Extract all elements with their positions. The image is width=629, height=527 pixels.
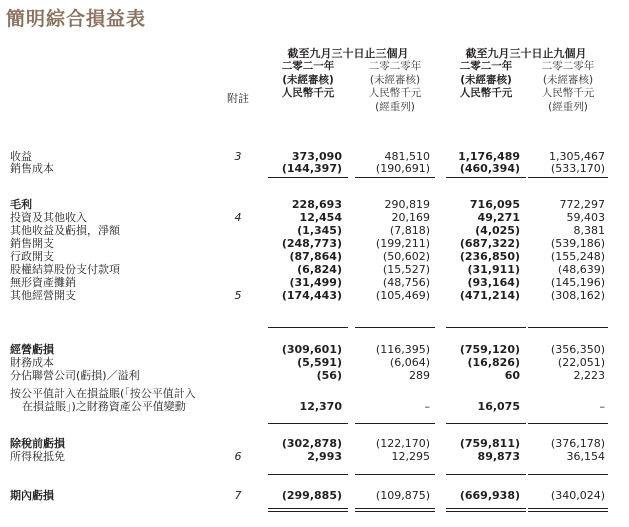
subtotal-rule xyxy=(268,177,348,178)
row-value: 228,693 xyxy=(291,198,342,211)
row-value: 716,095 xyxy=(469,198,520,211)
row-note: 5 xyxy=(234,289,242,302)
row-value: 12,370 xyxy=(299,400,342,413)
row-value: 89,873 xyxy=(477,450,520,463)
row-value: (50,602) xyxy=(382,250,430,263)
subtotal-rule xyxy=(528,327,608,328)
row-value: (144,397) xyxy=(281,162,342,175)
subtotal-rule xyxy=(268,423,348,424)
row-value: 481,510 xyxy=(384,150,430,163)
row-value: 373,090 xyxy=(291,150,342,163)
row-value: 8,381 xyxy=(573,224,605,237)
row-value: 49,271 xyxy=(477,211,520,224)
row-value: 20,169 xyxy=(391,211,430,224)
subtotal-rule xyxy=(268,474,348,475)
row-value: 290,819 xyxy=(384,198,430,211)
table-row xyxy=(0,400,629,413)
note-column-header: 附註 xyxy=(227,92,249,105)
row-label: 其他經營開支 xyxy=(10,289,76,302)
row-value: (376,178) xyxy=(550,437,605,450)
row-value: (533,170) xyxy=(550,162,605,175)
row-value: (105,469) xyxy=(375,289,430,302)
row-value: (93,164) xyxy=(467,276,520,289)
row-value: (116,395) xyxy=(375,343,430,356)
table-row xyxy=(0,450,629,463)
row-value: 36,154 xyxy=(566,450,605,463)
row-value: (31,499) xyxy=(289,276,342,289)
subtotal-rule xyxy=(446,474,526,475)
row-value: (109,875) xyxy=(375,489,430,502)
row-label: 按公平值計入在損益賬(「按公平值計入 xyxy=(10,387,196,400)
row-value: (356,350) xyxy=(550,343,605,356)
table-row xyxy=(0,437,629,450)
row-value: 2,993 xyxy=(307,450,342,463)
row-value: (340,024) xyxy=(550,489,605,502)
row-value: (6,064) xyxy=(389,356,430,369)
row-value: (460,394) xyxy=(459,162,520,175)
row-value: (6,824) xyxy=(297,263,342,276)
table-row xyxy=(0,356,629,369)
table-row xyxy=(0,250,629,263)
table-row xyxy=(0,237,629,250)
row-label: 股權結算股份支付款項 xyxy=(10,263,120,276)
row-label: 其他收益及虧損，淨額 xyxy=(10,224,120,237)
row-value: (236,850) xyxy=(459,250,520,263)
table-row xyxy=(0,162,629,175)
subtotal-rule xyxy=(355,423,435,424)
row-value: (56) xyxy=(316,369,342,382)
row-note: 3 xyxy=(234,150,242,163)
subtotal-rule xyxy=(355,327,435,328)
subtotal-rule xyxy=(268,327,348,328)
row-value: (7,818) xyxy=(389,224,430,237)
row-value: (16,826) xyxy=(467,356,520,369)
row-value: (15,527) xyxy=(382,263,430,276)
table-row xyxy=(0,289,629,302)
row-value: (4,025) xyxy=(475,224,520,237)
row-value: (48,756) xyxy=(382,276,430,289)
total-double-rule xyxy=(268,508,348,512)
row-label: 所得稅抵免 xyxy=(10,450,65,463)
table-row xyxy=(0,263,629,276)
row-value: 60 xyxy=(504,369,520,382)
subtotal-rule xyxy=(446,177,526,178)
row-value: (687,322) xyxy=(459,237,520,250)
row-value: (299,885) xyxy=(281,489,342,502)
period-header-nine-months: 截至九月三十日止九個月 xyxy=(465,47,587,60)
row-value: (122,170) xyxy=(375,437,430,450)
row-value: (155,248) xyxy=(550,250,605,263)
row-label: 在損益賬」)之財務資產公平值變動 xyxy=(22,400,186,413)
row-value: (190,691) xyxy=(375,162,430,175)
row-note: 7 xyxy=(234,489,242,502)
row-note: 4 xyxy=(234,211,242,224)
total-double-rule xyxy=(355,508,435,512)
table-row xyxy=(0,224,629,237)
row-value: 289 xyxy=(409,369,430,382)
row-value: (759,120) xyxy=(459,343,520,356)
row-value: – xyxy=(424,400,430,413)
column-header-9m-2020: 二零二零年 (未經審核) 人民幣千元 (經重列) xyxy=(541,60,595,113)
row-value: 59,403 xyxy=(566,211,605,224)
row-value: 16,075 xyxy=(477,400,520,413)
subtotal-rule xyxy=(446,327,526,328)
row-value: (199,211) xyxy=(375,237,430,250)
row-label: 經營虧損 xyxy=(10,343,54,356)
table-row xyxy=(0,489,629,502)
total-double-rule xyxy=(446,508,526,512)
table-row xyxy=(0,387,629,400)
row-label: 行政開支 xyxy=(10,250,54,263)
row-value: (669,938) xyxy=(459,489,520,502)
row-label: 財務成本 xyxy=(10,356,54,369)
row-value: (309,601) xyxy=(281,343,342,356)
row-value: 1,305,467 xyxy=(549,150,605,163)
row-value: (471,214) xyxy=(459,289,520,302)
row-value: (87,864) xyxy=(289,250,342,263)
period-header-three-months: 截至九月三十日止三個月 xyxy=(287,47,409,60)
page-title: 簡明綜合損益表 xyxy=(6,8,147,30)
row-label: 銷售開支 xyxy=(10,237,54,250)
subtotal-rule xyxy=(355,474,435,475)
row-value: (174,443) xyxy=(281,289,342,302)
column-header-3m-2021: 二零二一年 (未經審核) 人民幣千元 xyxy=(281,60,335,99)
row-value: 12,454 xyxy=(299,211,342,224)
row-value: (302,878) xyxy=(281,437,342,450)
row-value: (248,773) xyxy=(281,237,342,250)
row-value: 1,176,489 xyxy=(458,150,520,163)
row-value: (22,051) xyxy=(557,356,605,369)
row-value: – xyxy=(599,400,605,413)
row-value: (539,186) xyxy=(550,237,605,250)
subtotal-rule xyxy=(528,177,608,178)
row-value: (308,162) xyxy=(550,289,605,302)
row-label: 除稅前虧損 xyxy=(10,437,65,450)
row-value: 772,297 xyxy=(559,198,605,211)
subtotal-rule xyxy=(446,423,526,424)
row-value: (759,811) xyxy=(459,437,520,450)
row-value: (5,591) xyxy=(297,356,342,369)
row-note: 6 xyxy=(234,450,242,463)
subtotal-rule xyxy=(528,474,608,475)
subtotal-rule xyxy=(355,177,435,178)
row-value: 2,223 xyxy=(573,369,605,382)
row-value: 12,295 xyxy=(391,450,430,463)
subtotal-rule xyxy=(528,423,608,424)
table-row xyxy=(0,343,629,356)
row-value: (145,196) xyxy=(550,276,605,289)
table-row xyxy=(0,198,629,211)
column-header-9m-2021: 二零二一年 (未經審核) 人民幣千元 xyxy=(459,60,513,99)
table-row xyxy=(0,369,629,382)
table-row xyxy=(0,211,629,224)
row-label: 投資及其他收入 xyxy=(10,211,87,224)
table-row xyxy=(0,276,629,289)
row-value: (48,639) xyxy=(557,263,605,276)
row-label: 毛利 xyxy=(10,198,32,211)
row-label: 收益 xyxy=(10,150,32,163)
row-label: 銷售成本 xyxy=(10,162,54,175)
row-value: (31,911) xyxy=(467,263,520,276)
total-double-rule xyxy=(528,508,608,512)
row-value: (1,345) xyxy=(297,224,342,237)
row-label: 期內虧損 xyxy=(10,489,54,502)
row-label: 無形資產攤銷 xyxy=(10,276,76,289)
column-header-3m-2020: 二零二零年 (未經審核) 人民幣千元 (經重列) xyxy=(368,60,422,113)
row-label: 分佔聯營公司(虧損)／溢利 xyxy=(10,369,140,382)
